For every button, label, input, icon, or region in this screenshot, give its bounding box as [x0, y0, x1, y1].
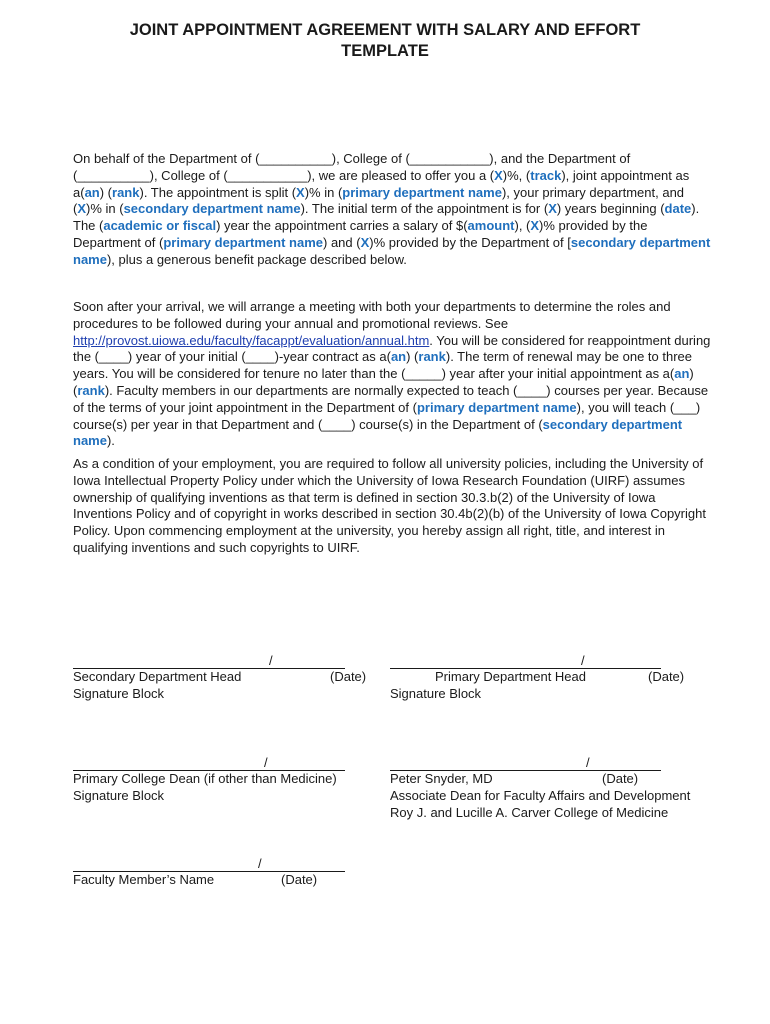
- placeholder-field: secondary department name: [123, 201, 301, 217]
- paragraph-text: ). The initial term of the appointment is for (: [300, 201, 549, 217]
- placeholder-field: X: [77, 201, 87, 217]
- paragraph-text: )% provided by the Department of (: [73, 218, 648, 250]
- signature-slash: /: [581, 653, 585, 669]
- paragraph-text: ) (: [406, 349, 419, 365]
- secondary-head-label: Secondary Department Head: [73, 669, 242, 684]
- paragraph-text: ) (: [73, 366, 694, 398]
- primary-head-label: Primary Department Head: [435, 669, 586, 684]
- paragraph-text: ), you will teach (___) course(s) per year in that Department and (____) course(s) in the Department of (: [73, 399, 701, 432]
- placeholder-field: X: [494, 167, 503, 183]
- placeholder-field: an: [84, 184, 100, 200]
- secondary-head-signature-line[interactable]: [73, 652, 345, 669]
- signature-slash: /: [586, 755, 590, 771]
- college-dean-label: Primary College Dean (if other than Medicine): [73, 771, 337, 786]
- placeholder-field: rank: [112, 184, 140, 200]
- paragraph-text: ). The term of renewal may be one to three years. You will be considered for tenure no later than the (_____) year after your initial appointment as a(: [73, 349, 693, 382]
- assoc-dean-label: Peter Snyder, MD: [390, 771, 493, 786]
- assoc-dean-date-label: (Date): [602, 771, 639, 786]
- signature-slash: /: [264, 755, 268, 771]
- placeholder-field: an: [674, 366, 690, 382]
- placeholder-field: secondary department name: [73, 234, 711, 267]
- paragraph-text: ), joint appointment as a(: [73, 167, 690, 200]
- paragraph-text: ). The appointment is split (: [139, 184, 297, 200]
- paragraph-text: ).: [106, 433, 115, 449]
- primary-head-signature: [390, 652, 690, 703]
- paragraph-text: ) years beginning (: [556, 201, 665, 217]
- primary-head-signature-line[interactable]: [390, 652, 661, 669]
- primary-head-sub: Signature Block: [390, 685, 482, 701]
- faculty-signature-line[interactable]: [73, 855, 345, 872]
- placeholder-field: rank: [418, 349, 446, 365]
- signature-slash: /: [258, 856, 262, 872]
- placeholder-field: primary department name: [416, 399, 577, 415]
- faculty-name-label: Faculty Member’s Name: [73, 872, 215, 887]
- assoc-dean-signature: [390, 754, 730, 821]
- ip-policy-paragraph: As a condition of your employment, you are required to follow all university policies, including the University of Iowa Intellectual Property Policy under which the University of Iowa Research Foundation (UIRF) assumes ownership of qualifying inventions as that term is defined in section 30.3.b(2) of the University of Iowa Inventions Policy and of copyright in works described in section 30.4b(2)(b) of the University of Iowa Copyright Policy. Upon commencing employment at the university, you hereby assign all right, title, and interest in qualifying inventions and such copyrights to UIRF.: [73, 456, 706, 555]
- placeholder-field: secondary department name: [73, 416, 683, 449]
- title-line-2: TEMPLATE: [341, 42, 429, 60]
- placeholder-field: track: [530, 167, 562, 183]
- paragraph-text: . You will be considered for reappointment during the (____) year of your initial (____)-year contract as a(: [73, 332, 711, 365]
- primary-head-date-label: (Date): [648, 669, 685, 684]
- placeholder-field: X: [296, 184, 305, 200]
- reviews-paragraph: [73, 299, 713, 450]
- faculty-date-label: (Date): [281, 872, 318, 887]
- faculty-signature: [73, 855, 373, 889]
- paragraph-text: )%, (: [502, 167, 531, 183]
- placeholder-field: X: [360, 234, 370, 250]
- paragraph-text: Soon after your arrival, we will arrange a meeting with both your departments to determine the roles and procedures to be followed during your annual and promotional reviews. See: [73, 299, 671, 331]
- document-title: [60, 20, 710, 62]
- placeholder-field: an: [390, 349, 407, 365]
- placeholder-field: X: [548, 201, 557, 217]
- assoc-dean-title: Associate Dean for Faculty Affairs and Development: [390, 787, 691, 803]
- assoc-dean-college: Roy J. and Lucille A. Carver College of Medicine: [390, 804, 669, 820]
- paragraph-text: ). The (: [73, 201, 700, 234]
- placeholder-field: primary department name: [163, 234, 323, 250]
- secondary-head-sub: Signature Block: [73, 685, 165, 701]
- evaluation-policy-link[interactable]: http://provost.uiowa.edu/faculty/facappt/evaluation/annual.htm: [73, 332, 430, 348]
- secondary-head-signature: [73, 652, 369, 703]
- paragraph-text: )% in (: [86, 201, 124, 217]
- paragraph-text: ), (: [514, 218, 531, 234]
- paragraph-text: ). Faculty members in our departments are normally expected to teach (____) courses per year. Because of the terms of your joint appointment in the Department of (: [73, 382, 709, 415]
- paragraph-text: On behalf of the Department of (__________), College of (___________), and the Department of (__________), College of (___________), we are pleased to offer you a (: [73, 151, 631, 183]
- placeholder-field: academic or fiscal: [103, 218, 217, 234]
- placeholder-field: date: [664, 201, 692, 217]
- title-line-1: JOINT APPOINTMENT AGREEMENT WITH SALARY AND EFFORT: [129, 21, 641, 39]
- paragraph-text: ), your primary department, and (: [73, 184, 685, 217]
- signature-slash: /: [269, 653, 273, 669]
- paragraph-text: ) (: [99, 184, 113, 200]
- college-dean-signature: [73, 754, 373, 805]
- paragraph-text: )% provided by the Department of [: [369, 234, 571, 250]
- college-dean-signature-line[interactable]: [73, 754, 345, 771]
- placeholder-field: rank: [77, 382, 105, 398]
- paragraph-text: ) and (: [323, 234, 361, 250]
- offer-paragraph: [73, 151, 713, 269]
- paragraph-text: ), plus a generous benefit package described below.: [106, 251, 407, 267]
- placeholder-field: primary department name: [342, 184, 502, 200]
- paragraph-text: )% in (: [304, 184, 343, 200]
- placeholder-field: amount: [467, 218, 515, 234]
- secondary-head-date-label: (Date): [330, 669, 367, 684]
- college-dean-sub: Signature Block: [73, 787, 165, 803]
- placeholder-field: X: [530, 218, 540, 234]
- assoc-dean-signature-line[interactable]: [390, 754, 661, 771]
- paragraph-text: ) year the appointment carries a salary of $(: [216, 218, 468, 234]
